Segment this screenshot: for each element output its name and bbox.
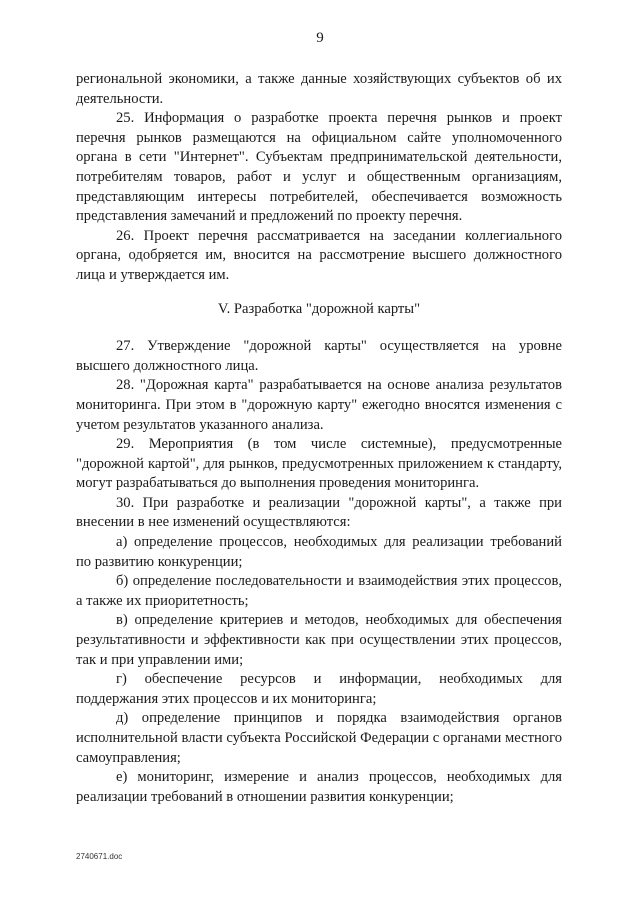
section-heading: V. Разработка "дорожной карты" bbox=[217, 300, 421, 317]
paragraph-25: 25. Информация о разработке проекта перечня рынков и проект перечня рынков размещаются на официальном сайте уполномоченного органа в сети "Интернет". Субъектам предпринимательской деятельности, потребителям товаров, работ и услуг и общественным организациям, представляющим интересы потребителей, обеспечивается возможность представления замечаний и предложений по проекту перечня. bbox=[76, 110, 562, 225]
paragraph-27: 27. Утверждение "дорожной карты" осуществляется на уровне высшего должностного лица. bbox=[76, 338, 562, 374]
list-item-b: б) определение последовательности и взаимодействия этих процессов, а также их приоритетность; bbox=[76, 573, 562, 609]
document-body bbox=[76, 70, 562, 807]
list-item-e: е) мониторинг, измерение и анализ процессов, необходимых для реализации требований в отношении развития конкуренции; bbox=[76, 769, 562, 805]
page-number: 9 bbox=[316, 30, 324, 46]
paragraph-continuation: региональной экономики, а также данные хозяйствующих субъектов об их деятельности. bbox=[76, 71, 562, 107]
list-item-g: г) обеспечение ресурсов и информации, необходимых для поддержания этих процессов и их мониторинга; bbox=[76, 671, 562, 707]
list-item-d: д) определение принципов и порядка взаимодействия органов исполнительной власти субъекта Российской Федерации с органами местного самоуправления; bbox=[76, 710, 562, 766]
paragraph-28: 28. "Дорожная карта" разрабатывается на основе анализа результатов мониторинга. При этом в "дорожную карту" ежегодно вносятся изменения с учетом результатов указанного анализа. bbox=[76, 377, 562, 433]
file-name-footer: 2740671.doc bbox=[76, 852, 123, 861]
paragraph-29: 29. Мероприятия (в том числе системные), предусмотренные "дорожной картой", для рынков, предусмотренных приложением к стандарту, могут разрабатываться до выполнения проведения мониторинга. bbox=[76, 436, 562, 492]
paragraph-26: 26. Проект перечня рассматривается на заседании коллегиального органа, одобряется им, вносится на рассмотрение высшего должностного лица и утверждается им. bbox=[76, 227, 562, 283]
list-item-v: в) определение критериев и методов, необходимых для обеспечения результативности и эффективности как при осуществлении этих процессов, так и при управлении ими; bbox=[76, 612, 562, 668]
paragraph-30: 30. При разработке и реализации "дорожной карты", а также при внесении в нее изменений осуществляются: bbox=[76, 494, 562, 531]
list-item-a: а) определение процессов, необходимых для реализации требований по развитию конкуренции; bbox=[76, 534, 562, 570]
